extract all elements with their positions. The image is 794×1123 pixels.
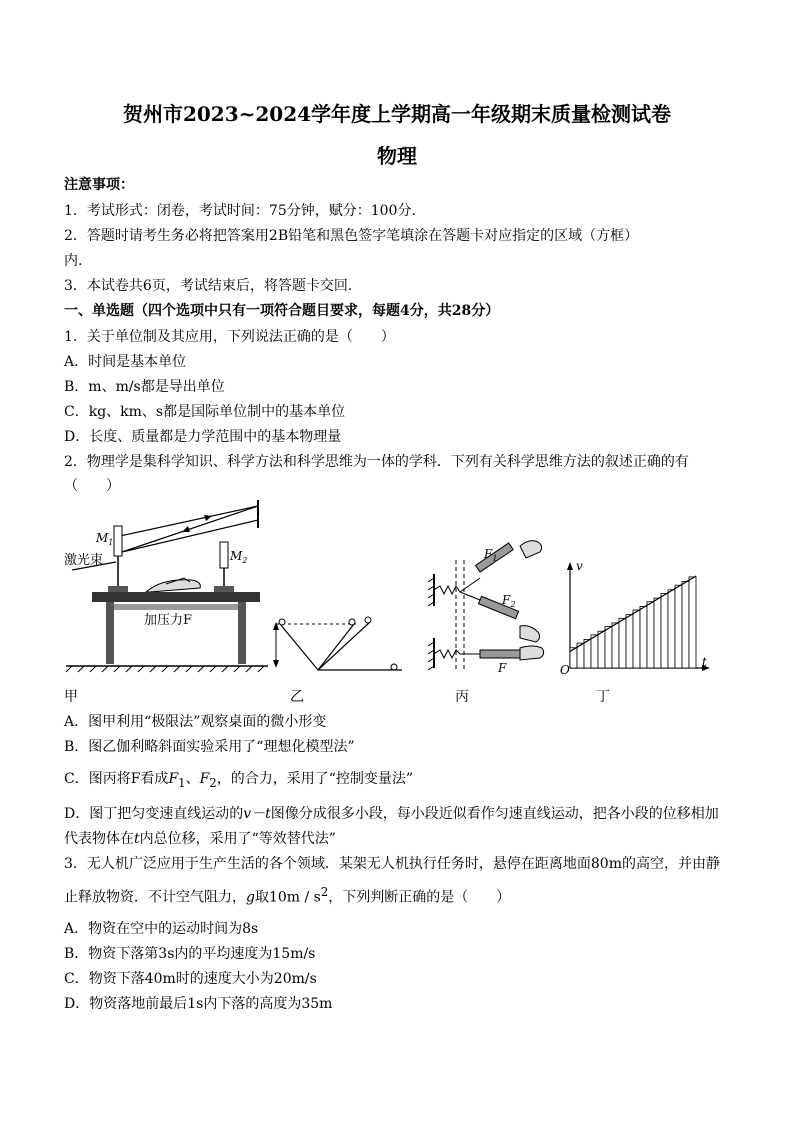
- figure-yi: [266, 610, 406, 674]
- question-stem: 2．物理学是集科学知识、科学方法和科学思维为一体的学科．下列有关科学思维方法的叙述正确的有: [64, 454, 689, 470]
- vt-bar: [661, 593, 668, 668]
- option-d: D．物资落地前最后1s内下落的高度为35m: [64, 996, 333, 1012]
- question-stem: 3．无人机广泛应用于生产生活的各个领域．某架无人机执行任务时，悬停在距离地面80m的高空，并由静: [64, 856, 720, 872]
- origin-label: O: [560, 663, 570, 676]
- option-a: A．时间是基本单位: [64, 354, 187, 370]
- figure-label-jia: 甲: [64, 689, 78, 705]
- option-a: A．图甲利用“极限法”观察桌面的微小形变: [64, 714, 327, 730]
- vt-bar: [689, 577, 696, 668]
- option-b: B．图乙伽利略斜面实验采用了“理想化模型法”: [64, 739, 355, 755]
- vt-bar: [591, 635, 598, 668]
- question-stem: 1．关于单位制及其应用，下列说法正确的是（ ）: [64, 329, 395, 345]
- vt-bar: [668, 590, 675, 668]
- label-press: 加压力F: [144, 613, 193, 628]
- vt-bar: [654, 598, 661, 668]
- option-b: B．物资下落第3s内的平均速度为15m/s: [64, 946, 316, 962]
- vt-bar: [682, 582, 689, 668]
- note-item: 1．考试形式：闭卷，考试时间：75分钟，赋分：100分.: [64, 203, 416, 219]
- figure-bing: [428, 520, 562, 674]
- figure-label-yi: 乙: [290, 689, 304, 705]
- vt-bar: [612, 623, 619, 668]
- vt-bar: [647, 602, 654, 668]
- note-item: 3．本试卷共6页，考试结束后，将答题卡交回.: [64, 278, 353, 294]
- vt-bar: [605, 627, 612, 668]
- vt-bar: [675, 585, 682, 668]
- vt-bar: [626, 615, 633, 668]
- figure-label-ding: 丁: [596, 689, 610, 705]
- exam-title: 贺州市2023~2024学年度上学期高一年级期末质量检测试卷: [122, 102, 672, 126]
- label-f: F: [498, 661, 507, 674]
- subject-title: 物理: [377, 144, 417, 168]
- axis-v-label: v: [576, 559, 583, 573]
- label-laser: 激光束: [64, 553, 104, 568]
- label-f2: $F_2$: [502, 593, 516, 609]
- label-m1: $M_1$: [96, 531, 114, 547]
- notes-heading: 注意事项：: [64, 177, 134, 193]
- option-c: C．kg、km、s都是国际单位制中的基本单位: [64, 404, 346, 420]
- vt-bar: [633, 610, 640, 668]
- vt-bar: [640, 606, 647, 668]
- vt-bar: [598, 631, 605, 668]
- question-stem-cont: 止释放物资．不计空气阻力，g取$10m / s^2$，下列判断正确的是（ ）: [64, 885, 511, 906]
- note-item: 内.: [64, 253, 83, 269]
- label-m2: $M_2$: [230, 549, 248, 565]
- section-heading: 一、单选题（四个选项中只有一项符合题目要求，每题4分，共28分）: [64, 303, 500, 319]
- question-stem-cont: （ ）: [64, 478, 120, 494]
- option-a: A．物资在空中的运动时间为8s: [64, 921, 259, 937]
- figure-jia: [62, 496, 272, 676]
- vt-bar: [619, 618, 626, 668]
- figure-label-bing: 丙: [455, 689, 469, 705]
- axis-t-label: t: [702, 655, 707, 669]
- label-f1: $F_1$: [484, 547, 498, 563]
- option-d-cont: 代表物体在t内总位移，采用了“等效替代法”: [64, 831, 336, 847]
- figure-ding: [558, 556, 714, 676]
- note-item: 2．答题时请考生务必将把答案用2B铅笔和黑色签字笔填涂在答题卡对应指定的区域（方框）: [64, 228, 639, 244]
- option-c: C．图丙将F看成$F_1$、$F_2$，的合力，采用了“控制变量法”: [64, 771, 414, 790]
- option-b: B．m、m/s都是导出单位: [64, 379, 225, 395]
- option-d: D．图丁把匀变速直线运动的v－t图像分成很多小段，每小段近似看作匀速直线运动，把各小段的位移相加: [64, 806, 719, 822]
- option-d: D．长度、质量都是力学范围中的基本物理量: [64, 429, 342, 445]
- option-c: C．物资下落40m时的速度大小为20m/s: [64, 971, 317, 987]
- vt-bar: [584, 639, 591, 668]
